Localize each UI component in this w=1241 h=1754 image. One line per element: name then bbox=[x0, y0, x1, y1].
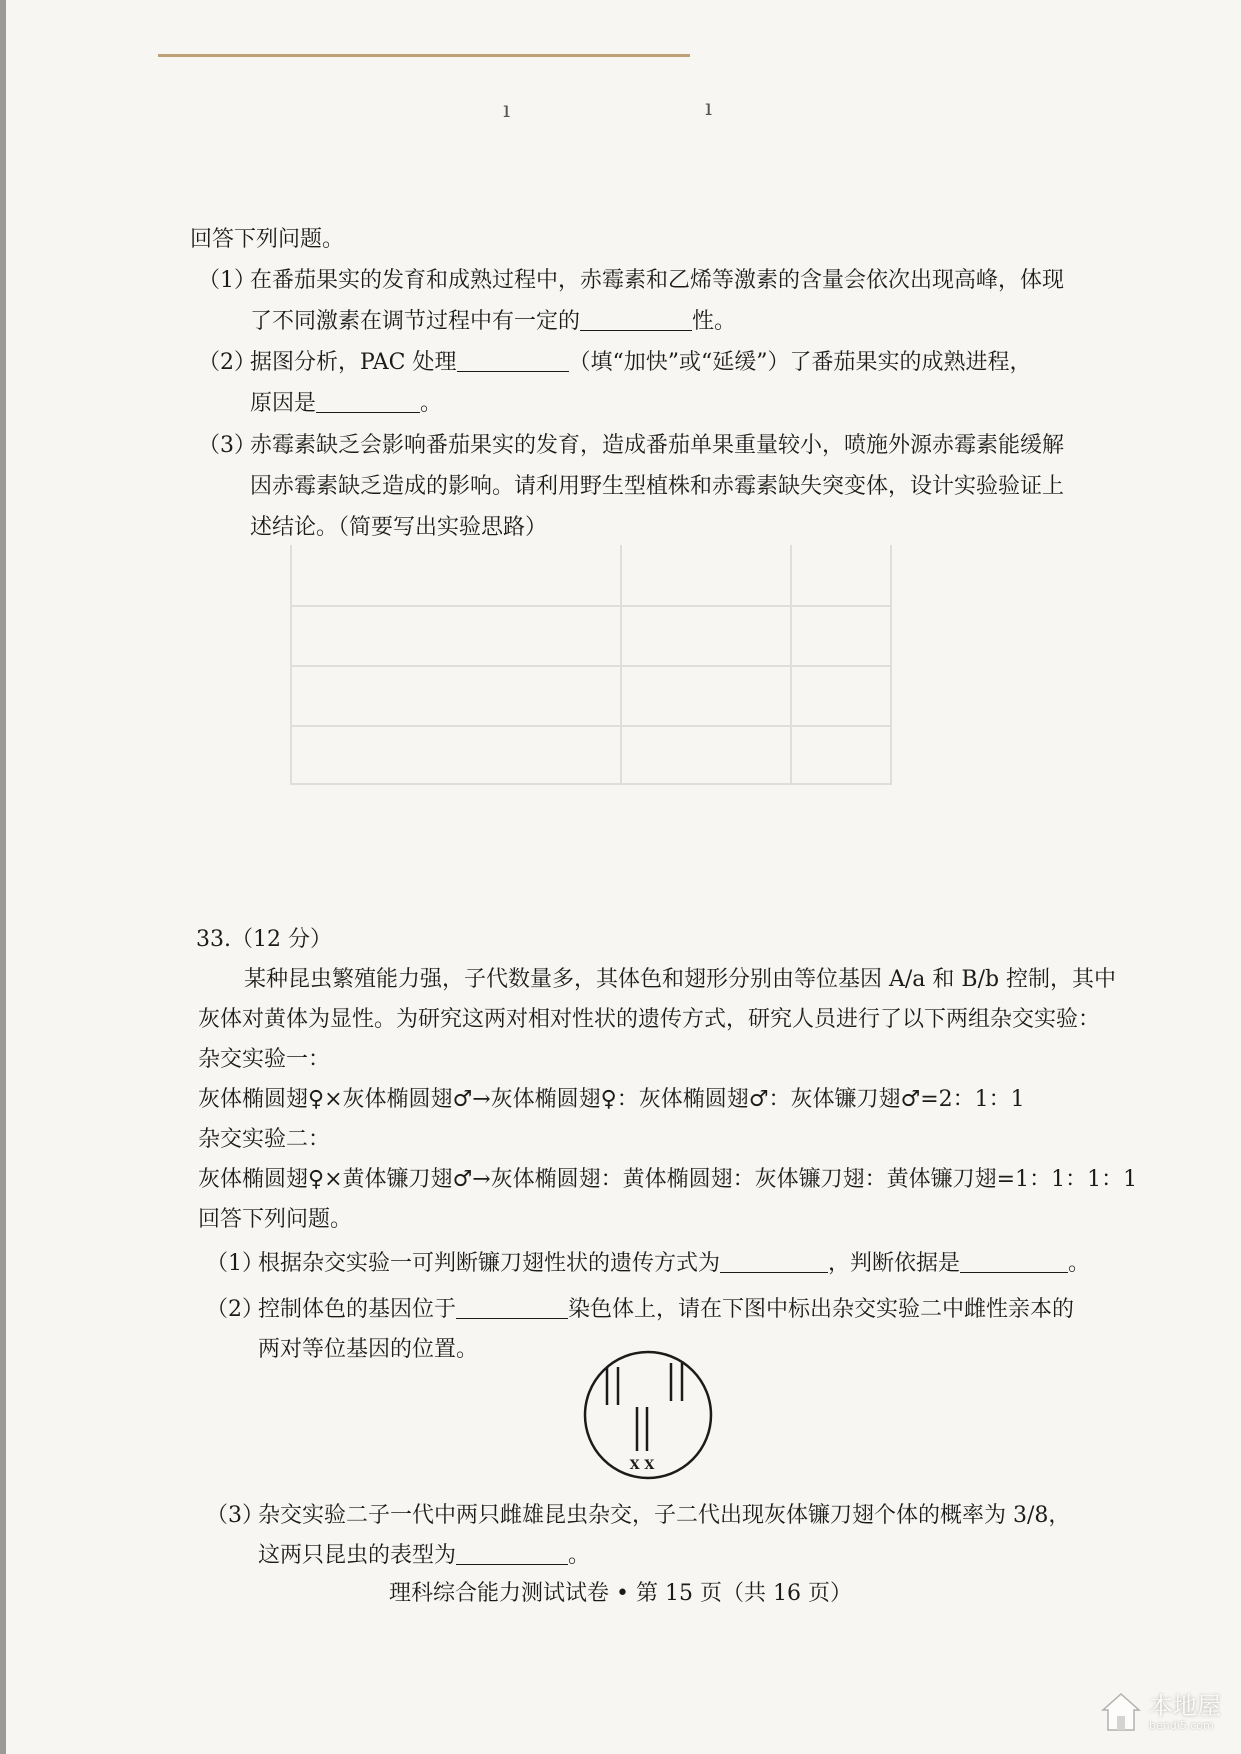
q33-s3-text-b: 这两只昆虫的表型为 bbox=[258, 1543, 457, 1568]
q33-s1-period: 。 bbox=[1068, 1251, 1091, 1276]
answer-blank[interactable] bbox=[457, 349, 569, 372]
watermark-name: 本地屋 bbox=[1149, 1691, 1221, 1720]
answer-blank[interactable] bbox=[580, 308, 692, 331]
q2-line1 bbox=[198, 347, 1032, 379]
q33-heading: 33.（12 分） bbox=[196, 927, 332, 952]
watermark bbox=[1099, 1690, 1221, 1734]
q33-s2-text-b: 染色体上，请在下图中标出杂交实验二中雌性亲本的 bbox=[568, 1297, 1075, 1322]
scan-mark: ı bbox=[705, 96, 713, 121]
exp1-title: 杂交实验一： bbox=[198, 1047, 331, 1072]
exp1-result: 灰体椭圆翅♀×灰体椭圆翅♂→灰体椭圆翅♀：灰体椭圆翅♂：灰体镰刀翅♂=2：1：1 bbox=[198, 1087, 1025, 1112]
q2-reason-label: 原因是 bbox=[250, 391, 317, 416]
q1-line2 bbox=[250, 306, 736, 338]
q3-line1 bbox=[198, 430, 1064, 462]
q2-text-a: 据图分析，PAC 处理 bbox=[250, 350, 457, 375]
scan-mark: ı bbox=[503, 98, 511, 123]
q33-s1-number: （1） bbox=[206, 1251, 264, 1276]
top-rule bbox=[158, 54, 690, 57]
q33-s1-text-b: ，判断依据是 bbox=[828, 1251, 961, 1276]
watermark-url: bendi5.com bbox=[1149, 1718, 1214, 1732]
q33-s3-number: （3） bbox=[206, 1503, 264, 1528]
xx-label: X X bbox=[629, 1458, 655, 1473]
q1-text-a: 了不同激素在调节过程中有一定的 bbox=[250, 309, 581, 334]
q33-s2-text-a: 控制体色的基因位于 bbox=[258, 1297, 457, 1322]
q33-ask: 回答下列问题。 bbox=[198, 1207, 353, 1232]
q1-number: （1） bbox=[198, 268, 256, 293]
q1-text-b: 性。 bbox=[692, 309, 737, 334]
answer-blank[interactable] bbox=[456, 1296, 568, 1319]
q33-s3-period: 。 bbox=[568, 1543, 591, 1568]
q33-s2-number: （2） bbox=[206, 1297, 264, 1322]
cell-chromosome-diagram[interactable] bbox=[582, 1349, 714, 1481]
page-footer: 理科综合能力测试试卷 • 第 15 页（共 16 页） bbox=[389, 1581, 852, 1606]
q33-s1-text-a: 根据杂交实验一可判断镰刀翅性状的遗传方式为 bbox=[258, 1251, 721, 1276]
answer-blank[interactable] bbox=[960, 1250, 1068, 1273]
q3-line3: 述结论。（简要写出实验思路） bbox=[250, 515, 548, 540]
q3-line2: 因赤霉素缺乏造成的影响。请利用野生型植株和赤霉素缺失突变体，设计实验验证上 bbox=[250, 474, 1065, 499]
q33-stem-line2: 灰体对黄体为显性。为研究这两对相对性状的遗传方式，研究人员进行了以下两组杂交实验： bbox=[198, 1007, 1101, 1032]
page-edge bbox=[0, 0, 6, 1754]
q2-period: 。 bbox=[420, 391, 443, 416]
q3-number: （3） bbox=[198, 433, 256, 458]
q33-s3-line1 bbox=[206, 1500, 1070, 1532]
q33-s1 bbox=[206, 1248, 1090, 1280]
q2-text-b: （填“加快”或“延缓”）了番茄果实的成熟进程， bbox=[568, 350, 1032, 375]
house-icon bbox=[1099, 1690, 1143, 1734]
answer-blank[interactable] bbox=[456, 1542, 568, 1565]
exp2-result: 灰体椭圆翅♀×黄体镰刀翅♂→灰体椭圆翅：黄体椭圆翅：灰体镰刀翅：黄体镰刀翅=1：1：1：1 bbox=[198, 1167, 1138, 1192]
q1-line1 bbox=[198, 265, 1064, 297]
answer-blank[interactable] bbox=[316, 390, 420, 413]
q33-stem-line1: 某种昆虫繁殖能力强，子代数量多，其体色和翅形分别由等位基因 A/a 和 B/b 控制，其中 bbox=[244, 967, 1117, 992]
q33-s3-line2 bbox=[258, 1540, 590, 1572]
q33-s2-line2: 两对等位基因的位置。 bbox=[258, 1337, 479, 1362]
q2-number: （2） bbox=[198, 350, 256, 375]
answer-blank[interactable] bbox=[720, 1250, 828, 1273]
show-through-table bbox=[290, 545, 990, 795]
q1-text: 在番茄果实的发育和成熟过程中，赤霉素和乙烯等激素的含量会依次出现高峰，体现 bbox=[250, 268, 1065, 293]
exp2-title: 杂交实验二： bbox=[198, 1127, 331, 1152]
q33-s2-line1 bbox=[206, 1294, 1074, 1326]
q33-s3-text-a: 杂交实验二子一代中两只雌雄昆虫杂交，子二代出现灰体镰刀翅个体的概率为 3/8， bbox=[258, 1503, 1071, 1528]
q2-line2 bbox=[250, 388, 442, 420]
intro-question: 回答下列问题。 bbox=[190, 227, 345, 252]
q3-text1: 赤霉素缺乏会影响番茄果实的发育，造成番茄单果重量较小，喷施外源赤霉素能缓解 bbox=[250, 433, 1065, 458]
